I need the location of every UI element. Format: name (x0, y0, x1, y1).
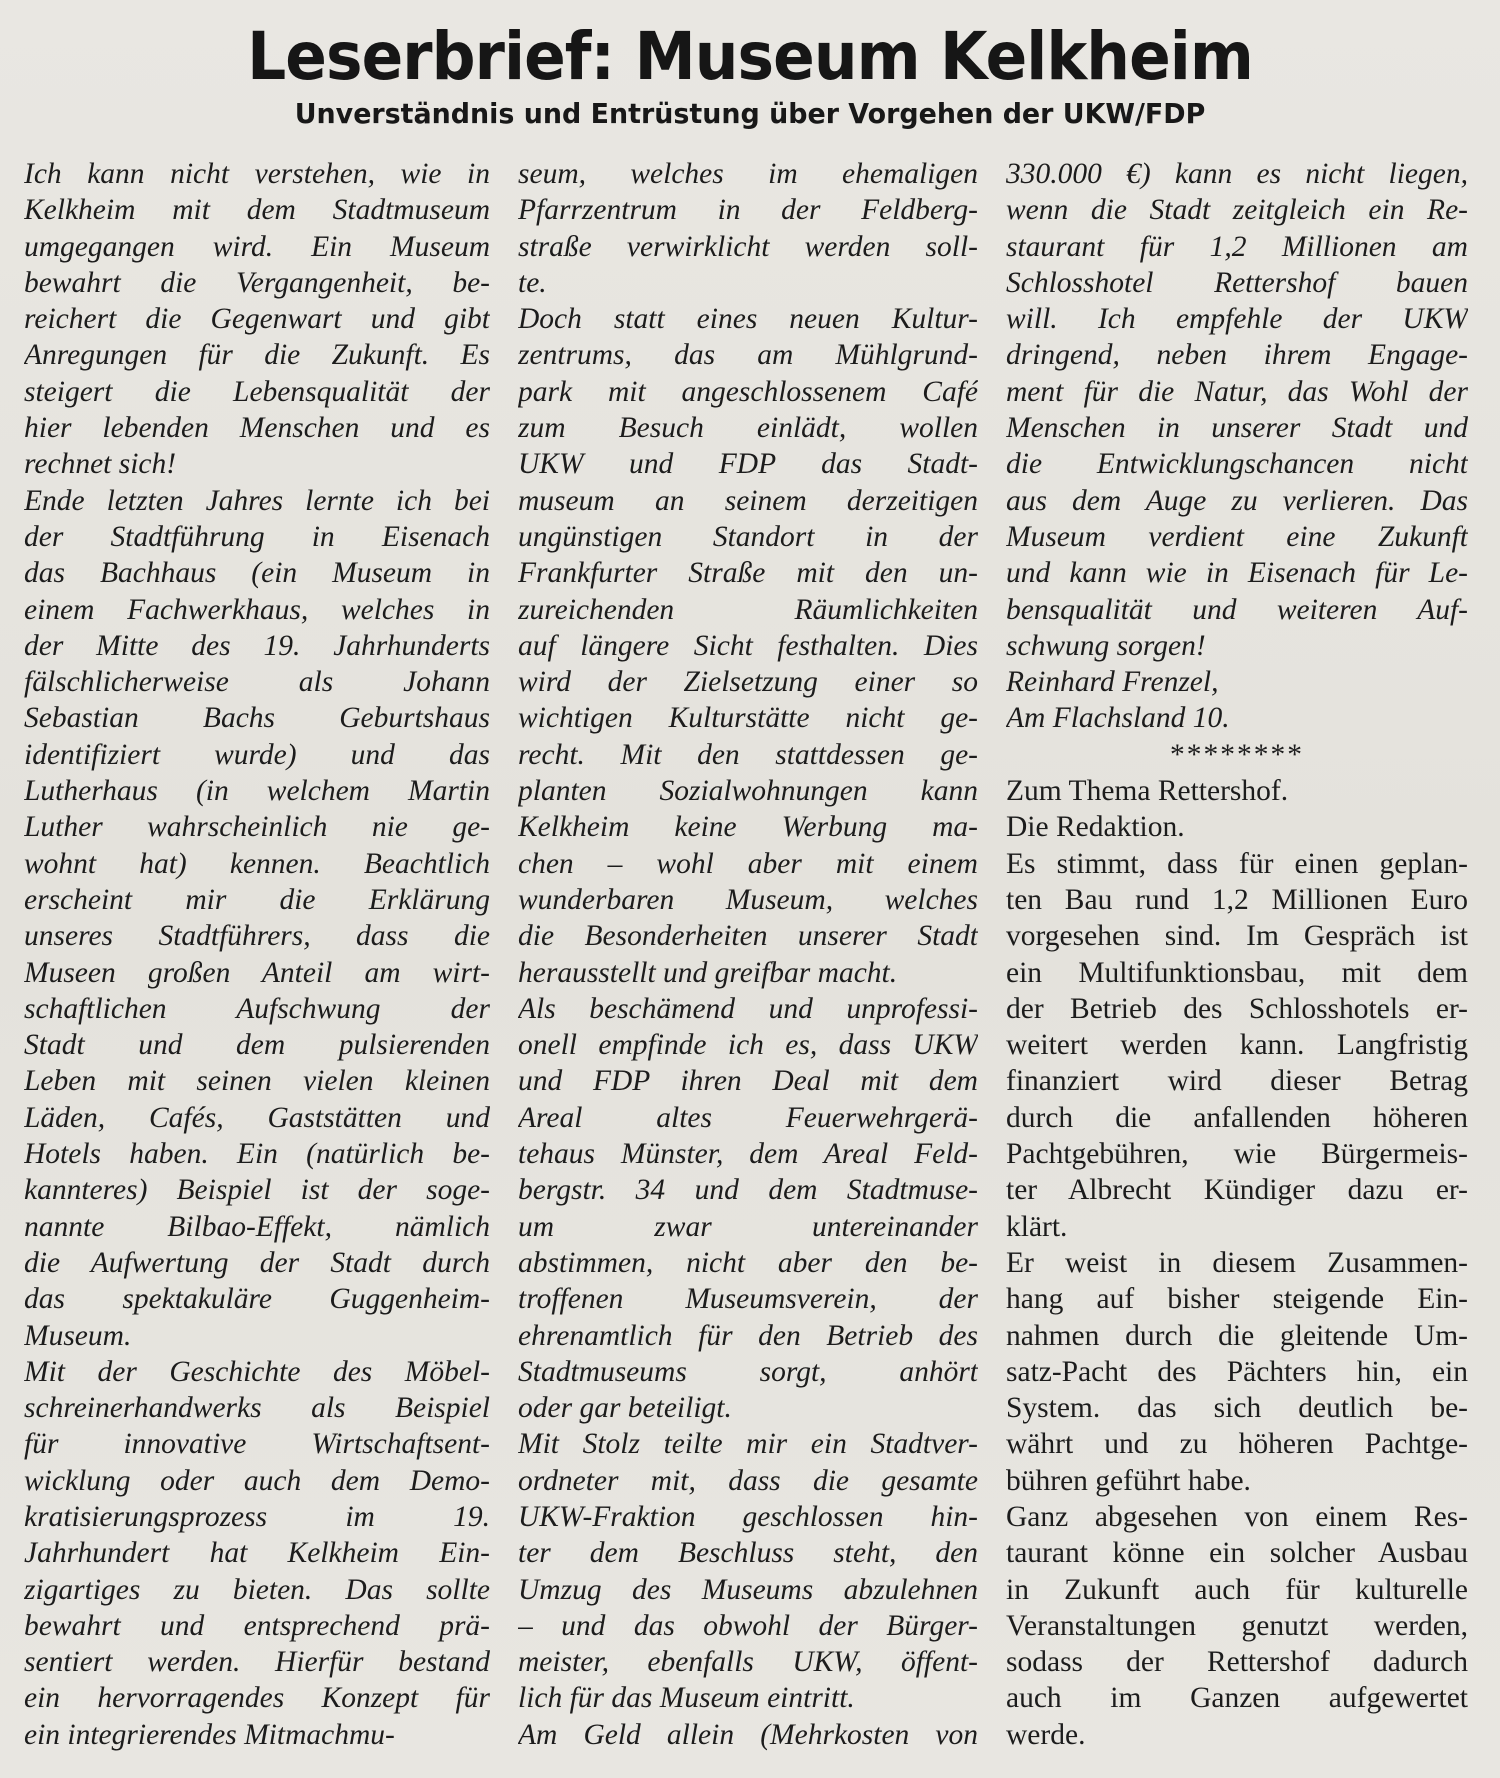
text-line: die Entwicklungschancen nicht (1006, 448, 1468, 481)
text-line: te. (518, 266, 547, 299)
text-line: bewahrt und entsprechend prä- (24, 1609, 490, 1642)
text-line: wohnt hat) kennen. Beachtlich (24, 847, 490, 880)
text-column-3 (1006, 156, 1468, 1753)
text-line: taurant könne ein solcher Ausbau (1006, 1537, 1468, 1570)
signature-line: Reinhard Frenzel, (1006, 666, 1219, 699)
text-line: ten Bau rund 1,2 Millionen Euro (1006, 883, 1468, 916)
text-line: park mit angeschlossenem Café (518, 375, 978, 408)
text-line: Stadtmuseums sorgt, anhört (518, 1355, 978, 1388)
text-line: die Aufwertung der Stadt durch (24, 1246, 490, 1279)
text-line: bühren geführt habe. (1006, 1464, 1251, 1497)
text-line: museum an seinem derzeitigen (518, 484, 978, 517)
text-line: zigartiges zu bieten. Das sollte (24, 1573, 490, 1606)
text-line: Jahrhundert hat Kelkheim Ein- (24, 1537, 490, 1570)
text-line: Zum Thema Rettershof. (1006, 775, 1289, 808)
text-line: Luther wahrscheinlich nie ge- (24, 811, 490, 844)
text-line: für innovative Wirtschaftsent- (24, 1428, 490, 1461)
text-line: lich für das Museum eintritt. (518, 1682, 855, 1715)
text-line: zureichenden Räumlichkeiten (518, 593, 978, 626)
text-line: wichtigen Kulturstätte nicht ge- (518, 702, 978, 735)
text-line: Doch statt eines neuen Kultur- (518, 303, 978, 336)
text-line: Leben mit seinen vielen kleinen (24, 1065, 490, 1098)
text-line: identifiziert wurde) und das (24, 738, 490, 771)
text-line: UKW und FDP das Stadt- (518, 448, 978, 481)
text-line: weitert werden kann. Langfristig (1006, 1029, 1468, 1062)
text-column-1 (24, 156, 490, 1753)
text-line: hang auf bisher steigende Ein- (1006, 1283, 1468, 1316)
text-line: – und das obwohl der Bürger- (518, 1609, 978, 1642)
text-line: der Betrieb des Schlosshotels er- (1006, 992, 1468, 1025)
text-line: planten Sozialwohnungen kann (518, 775, 978, 808)
text-line: Veranstaltungen genutzt werden, (1006, 1609, 1468, 1642)
text-column-2 (518, 156, 978, 1753)
text-line: bewahrt die Vergangenheit, be- (24, 266, 490, 299)
text-line: ter Albrecht Kündiger dazu er- (1006, 1174, 1468, 1207)
text-line: ein Multifunktionsbau, mit dem (1006, 956, 1468, 989)
text-line: klärt. (1006, 1210, 1068, 1243)
text-line: Schlosshotel Rettershof bauen (1006, 266, 1468, 299)
text-line: aus dem Auge zu verlieren. Das (1006, 484, 1468, 517)
text-line: zentrums, das am Mühlgrund- (518, 339, 978, 372)
signature-line: Am Flachsland 10. (1006, 702, 1230, 735)
text-line: will. Ich empfehle der UKW (1006, 303, 1468, 336)
text-line: Frankfurter Straße mit den un- (518, 557, 978, 590)
text-line: staurant für 1,2 Millionen am (1006, 230, 1468, 263)
text-line: wicklung oder auch dem Demo- (24, 1464, 490, 1497)
text-line: Mit der Geschichte des Möbel- (24, 1355, 490, 1388)
text-line: wunderbaren Museum, welches (518, 883, 978, 916)
editorial-note (1006, 773, 1468, 1753)
text-line: Museen großen Anteil am wirt- (24, 956, 490, 989)
text-line: wird der Zielsetzung einer so (518, 666, 978, 699)
text-line: Hotels haben. Ein (natürlich be- (24, 1138, 490, 1171)
article-subheadline: Unverständnis und Entrüstung über Vorgehen der UKW/FDP (294, 97, 1206, 130)
text-line: ein integrierendes Mitmachmu- (24, 1718, 395, 1751)
text-line: auch im Ganzen aufgewertet (1006, 1682, 1468, 1715)
text-line: oder gar beteiligt. (518, 1392, 732, 1425)
text-line: bensqualität und weiteren Auf- (1006, 593, 1468, 626)
letter-continuation (1006, 156, 1468, 737)
text-line: Sebastian Bachs Geburtshaus (24, 702, 490, 735)
text-line: Es stimmt, dass für einen geplan- (1006, 847, 1468, 880)
text-line: in Zukunft auch für kulturelle (1006, 1573, 1468, 1606)
text-line: erscheint mir die Erklärung (24, 883, 490, 916)
text-line: recht. Mit den stattdessen ge- (518, 738, 978, 771)
text-line: Anregungen für die Zukunft. Es (24, 339, 490, 372)
text-line: tehaus Münster, dem Areal Feld- (518, 1138, 978, 1171)
text-line: Als beschämend und unprofessi- (518, 992, 978, 1025)
text-line: zum Besuch einlädt, wollen (518, 412, 978, 445)
text-line: auf längere Sicht festhalten. Dies (518, 629, 978, 662)
text-line: schaftlichen Aufschwung der (24, 992, 490, 1025)
text-line: ungünstigen Standort in der (518, 520, 978, 553)
text-line: UKW-Fraktion geschlossen hin- (518, 1500, 978, 1533)
text-line: meister, ebenfalls UKW, öffent- (518, 1646, 978, 1679)
text-line: schwung sorgen! (1006, 629, 1206, 662)
text-line: Areal altes Feuerwehrgerä- (518, 1101, 978, 1134)
text-line: Museum verdient eine Zukunft (1006, 520, 1468, 553)
text-line: Stadt und dem pulsierenden (24, 1029, 490, 1062)
text-line: chen – wohl aber mit einem (518, 847, 978, 880)
text-line: hier lebenden Menschen und es (24, 412, 490, 445)
text-line: unseres Stadtführers, dass die (24, 920, 490, 953)
text-line: das spektakuläre Guggenheim- (24, 1283, 490, 1316)
text-line: Ganz abgesehen von einem Res- (1006, 1500, 1468, 1533)
text-line: Die Redaktion. (1006, 811, 1185, 844)
text-line: seum, welches im ehemaligen (518, 158, 978, 190)
text-line: nahmen durch die gleitende Um- (1006, 1319, 1468, 1352)
text-line: ein hervorragendes Konzept für (24, 1682, 490, 1715)
text-line: Umzug des Museums abzulehnen (518, 1573, 978, 1606)
text-line: ehrenamtlich für den Betrieb des (518, 1319, 978, 1352)
text-line: nannte Bilbao-Effekt, nämlich (24, 1210, 490, 1243)
text-line: Kelkheim mit dem Stadtmuseum (24, 194, 490, 227)
text-line: umgegangen wird. Ein Museum (24, 230, 490, 263)
text-line: und FDP ihren Deal mit dem (518, 1065, 978, 1098)
text-line: Mit Stolz teilte mir ein Stadtver- (518, 1428, 978, 1461)
text-line: durch die anfallenden höheren (1006, 1101, 1468, 1134)
text-line: steigert die Lebensqualität der (24, 375, 490, 408)
text-line: Ende letzten Jahres lernte ich bei (24, 484, 490, 517)
text-line: System. das sich deutlich be- (1006, 1392, 1468, 1425)
text-line: Menschen in unserer Stadt und (1006, 412, 1468, 445)
text-line: kratisierungsprozess im 19. (24, 1500, 490, 1533)
text-line: bergstr. 34 und dem Stadtmuse- (518, 1174, 978, 1207)
text-line: Er weist in diesem Zusammen- (1006, 1246, 1468, 1279)
text-line: kannteres) Beispiel ist der soge- (24, 1174, 490, 1207)
text-line: wenn die Stadt zeitgleich ein Re- (1006, 194, 1468, 227)
text-line: werde. (1006, 1718, 1086, 1751)
text-line: Lutherhaus (in welchem Martin (24, 775, 490, 808)
text-line: fälschlicherweise als Johann (24, 666, 490, 699)
text-line: reichert die Gegenwart und gibt (24, 303, 490, 336)
text-line: das Bachhaus (ein Museum in (24, 557, 490, 590)
text-line: Museum. (24, 1319, 132, 1352)
text-line: 330.000 €) kann es nicht liegen, (1006, 158, 1468, 190)
text-line: onell empfinde ich es, dass UKW (518, 1029, 978, 1062)
text-line: währt und zu höheren Pachtge- (1006, 1428, 1468, 1461)
text-line: um zwar untereinander (518, 1210, 978, 1243)
text-line: sodass der Rettershof dadurch (1006, 1646, 1468, 1679)
text-line: rechnet sich! (24, 448, 177, 481)
text-line: satz-Pacht des Pächters hin, ein (1006, 1355, 1468, 1388)
text-line: vorgesehen sind. Im Gespräch ist (1006, 920, 1468, 953)
text-line: Kelkheim keine Werbung ma- (518, 811, 978, 844)
text-line: dringend, neben ihrem Engage- (1006, 339, 1468, 372)
text-line: troffenen Museumsverein, der (518, 1283, 978, 1316)
text-line: abstimmen, nicht aber den be- (518, 1246, 978, 1279)
text-line: sentiert werden. Hierfür bestand (24, 1646, 490, 1679)
text-line: Pfarrzentrum in der Feldberg- (518, 194, 978, 227)
text-line: der Stadtführung in Eisenach (24, 520, 490, 553)
text-line: ter dem Beschluss steht, den (518, 1537, 978, 1570)
text-line: schreinerhandwerks als Beispiel (24, 1392, 490, 1425)
text-line: ordneter mit, dass die gesamte (518, 1464, 978, 1497)
text-line: der Mitte des 19. Jahrhunderts (24, 629, 490, 662)
text-line: Pachtgebühren, wie Bürgermeis- (1006, 1138, 1468, 1171)
text-line: straße verwirklicht werden soll- (518, 230, 978, 263)
section-separator: ******** (1170, 738, 1304, 771)
text-line: Am Geld allein (Mehrkosten von (518, 1718, 978, 1751)
text-line: ment für die Natur, das Wohl der (1006, 375, 1468, 408)
text-line: Ich kann nicht verstehen, wie in (24, 158, 490, 190)
text-line: und kann wie in Eisenach für Le- (1006, 557, 1468, 590)
text-line: die Besonderheiten unserer Stadt (518, 920, 978, 953)
text-line: einem Fachwerkhaus, welches in (24, 593, 490, 626)
article-headline: Leserbrief: Museum Kelkheim (247, 18, 1253, 95)
text-line: finanziert wird dieser Betrag (1006, 1065, 1468, 1098)
text-line: Läden, Cafés, Gaststätten und (24, 1101, 490, 1134)
text-line: herausstellt und greifbar macht. (518, 956, 898, 989)
